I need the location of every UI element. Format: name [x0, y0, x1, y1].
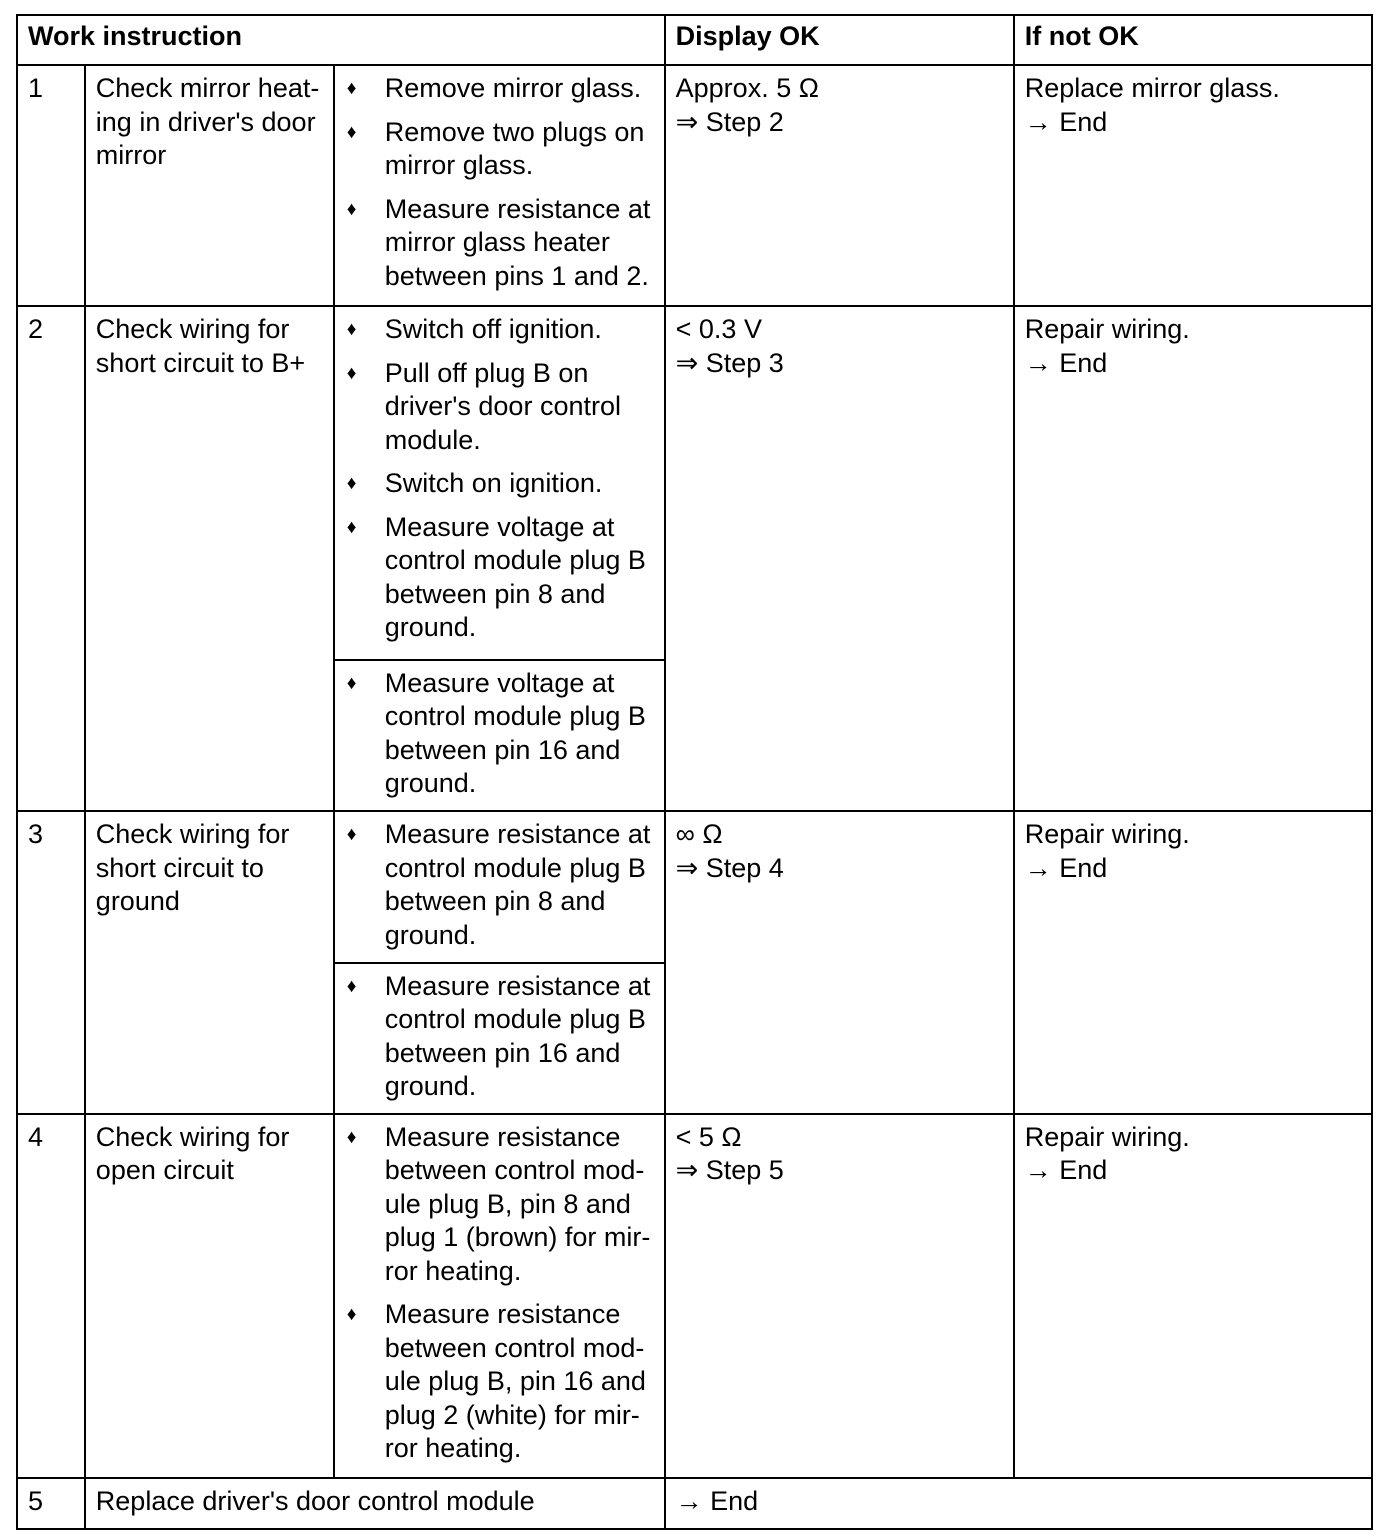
instruction-item: ♦ Measure resistance at control module plug B between pin 8 and ground. — [345, 818, 654, 952]
ok-value: < 5 Ω — [675, 1121, 742, 1152]
step-number: 3 — [17, 811, 85, 1114]
instruction-item: ♦ Switch on ignition. — [345, 467, 654, 501]
step-title: Check wiring for short circuit to B+ — [85, 306, 334, 811]
if-not-ok-cell — [1014, 811, 1372, 1114]
not-ok-action: Repair wiring. — [1024, 314, 1190, 345]
not-ok-next: → End — [1024, 106, 1108, 137]
header-display-ok: Display OK — [665, 15, 1014, 65]
step-instructions — [334, 306, 665, 659]
step-instructions — [334, 963, 665, 1114]
display-ok-cell — [665, 65, 1014, 306]
display-ok-cell — [665, 1114, 1014, 1478]
step-instructions — [334, 811, 665, 962]
ok-next-step: ⇒ Step 4 — [675, 852, 784, 883]
not-ok-action: Repair wiring. — [1024, 1121, 1190, 1152]
instruction-item: ♦ Remove mirror glass. — [345, 72, 654, 106]
step-number: 5 — [17, 1478, 85, 1529]
step-title: Check mirror heat-ing in driver's door mirror — [85, 65, 334, 306]
if-not-ok-cell — [1014, 1114, 1372, 1478]
step-instructions — [334, 65, 665, 306]
instruction-item: ♦ Measure resistance at mirror glass heater between pins 1 and 2. — [345, 193, 654, 294]
work-instruction-table — [16, 14, 1373, 1530]
step-row — [17, 811, 1372, 962]
step-instructions — [334, 660, 665, 811]
ok-next-step: ⇒ Step 2 — [675, 106, 784, 137]
instruction-item: ♦ Switch off ignition. — [345, 313, 654, 347]
step-title: Check wiring for open circuit — [85, 1114, 334, 1478]
final-step-row — [17, 1478, 1372, 1529]
not-ok-next: → End — [1024, 347, 1108, 378]
display-ok-cell — [665, 811, 1014, 1114]
instruction-item: ♦ Measure resistance between control mod-ule plug B, pin 8 and plug 1 (brown) for mir-ror heating. — [345, 1121, 654, 1289]
instruction-item: ♦ Measure resistance at control module plug B between pin 16 and ground. — [345, 970, 654, 1104]
step-row — [17, 306, 1372, 659]
not-ok-action: Repair wiring. — [1024, 819, 1190, 850]
step-number: 4 — [17, 1114, 85, 1478]
step-number: 2 — [17, 306, 85, 811]
ok-value: ∞ Ω — [675, 819, 723, 850]
instruction-item: ♦ Measure voltage at control module plug B between pin 8 and ground. — [345, 511, 654, 645]
instruction-item: ♦ Remove two plugs on mirror glass. — [345, 116, 654, 183]
step-row — [17, 1114, 1372, 1478]
if-not-ok-cell — [1014, 306, 1372, 811]
instruction-item: ♦ Measure voltage at control module plug B between pin 16 and ground. — [345, 667, 654, 801]
step-instructions — [334, 1114, 665, 1478]
header-if-not-ok: If not OK — [1014, 15, 1372, 65]
header-row — [17, 15, 1372, 65]
step-title: Check wiring for short circuit to ground — [85, 811, 334, 1114]
not-ok-next: → End — [1024, 852, 1108, 883]
final-step-instruction: Replace driver's door control module — [85, 1478, 665, 1529]
step-row — [17, 65, 1372, 306]
instruction-item: ♦ Measure resistance between control mod-ule plug B, pin 16 and plug 2 (white) for mir-ror heating. — [345, 1298, 654, 1466]
step-number: 1 — [17, 65, 85, 306]
ok-value: < 0.3 V — [675, 314, 762, 345]
instruction-item: ♦ Pull off plug B on driver's door control module. — [345, 357, 654, 458]
ok-next-step: ⇒ Step 3 — [675, 347, 784, 378]
display-ok-cell — [665, 306, 1014, 811]
not-ok-next: → End — [1024, 1155, 1108, 1186]
ok-next-step: ⇒ Step 5 — [675, 1155, 784, 1186]
header-work-instruction: Work instruction — [17, 15, 665, 65]
if-not-ok-cell — [1014, 65, 1372, 306]
final-step-result: → End — [665, 1478, 1372, 1529]
not-ok-action: Replace mirror glass. — [1024, 73, 1280, 103]
ok-value: Approx. 5 Ω — [675, 73, 819, 103]
